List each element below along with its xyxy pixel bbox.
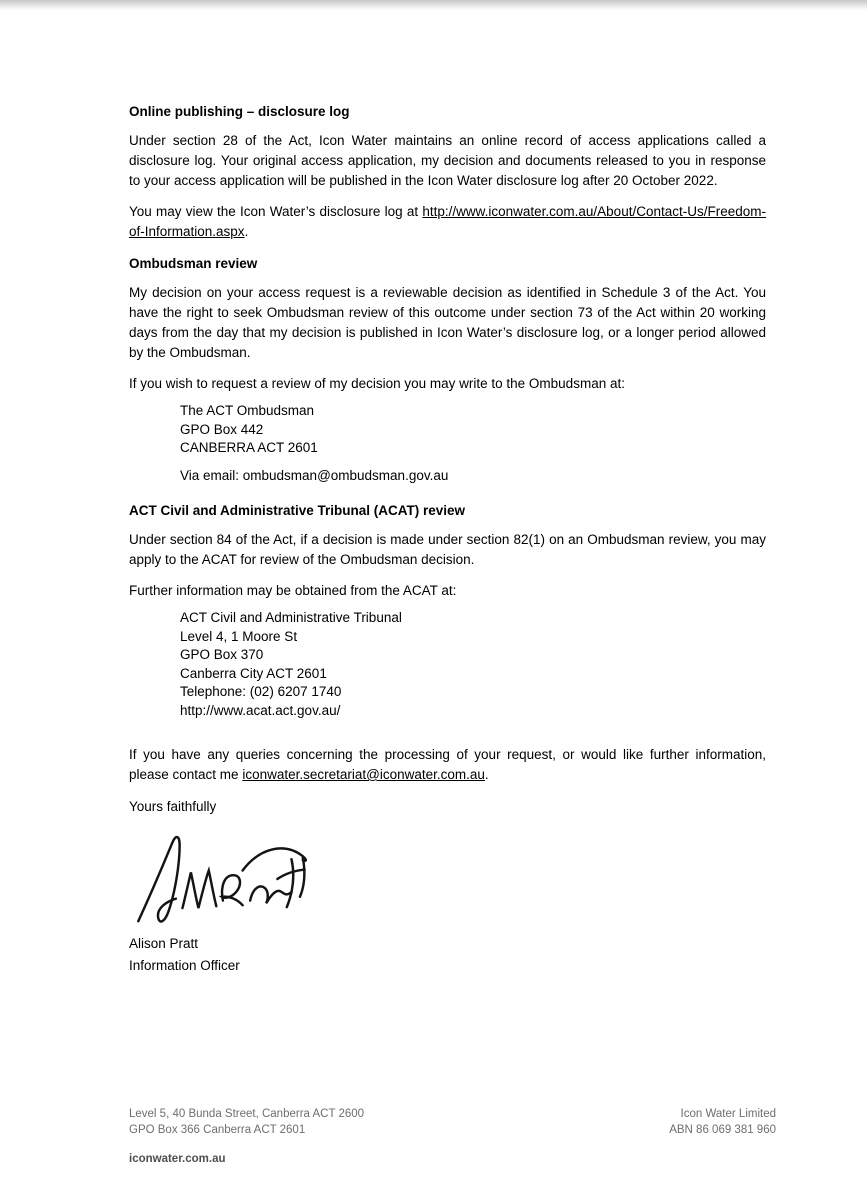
paragraph-queries-period: .	[484, 767, 489, 782]
paragraph-acat-review: Under section 84 of the Act, if a decision is made under section 82(1) on an Ombudsman review, you may apply to the ACAT for review of the Ombudsman decision.	[129, 532, 766, 567]
footer-postal-address: GPO Box 366 Canberra ACT 2601	[129, 1124, 306, 1136]
acat-address-line: ACT Civil and Administrative Tribunal	[180, 610, 402, 625]
handwritten-signature-icon	[131, 831, 311, 925]
acat-address-line: Level 4, 1 Moore St	[180, 628, 298, 644]
ombudsman-address-line: GPO Box 442	[180, 421, 264, 437]
signatory-title: Information Officer	[129, 957, 240, 973]
valediction: Yours faithfully	[129, 799, 217, 814]
acat-address-line: Telephone: (02) 6207 1740	[180, 684, 342, 699]
ombudsman-address-line: The ACT Ombudsman	[180, 403, 315, 418]
ombudsman-address-line: CANBERRA ACT 2601	[180, 440, 318, 455]
section-heading-disclosure-log: Online publishing – disclosure log	[129, 104, 350, 119]
paragraph-request-review: If you wish to request a review of my decision you may write to the Ombudsman at:	[129, 376, 625, 391]
acat-address-line: Canberra City ACT 2601	[180, 665, 327, 681]
letter-body	[129, 103, 766, 976]
footer-address	[129, 1106, 364, 1138]
section-heading-ombudsman-review: Ombudsman review	[129, 256, 258, 271]
signatory-name: Alison Pratt	[129, 936, 199, 951]
secretariat-email-link[interactable]: iconwater.secretariat@iconwater.com.au	[242, 767, 485, 782]
disclosure-log-link[interactable]: http://www.iconwater.com.au/About/Contact-Us/Freedom-of-Information.aspx	[129, 204, 766, 239]
paragraph-disclosure-log: Under section 28 of the Act, Icon Water maintains an online record of access applications called a disclosure log. Your original access application, my decision and documents released to you in response to your access application will be published in the Icon Water disclosure log after 20 October 2022.	[129, 133, 766, 188]
page-top-shadow	[0, 0, 867, 10]
signatory-block	[129, 933, 766, 976]
ombudsman-email-line: Via email: ombudsman@ombudsman.gov.au	[180, 467, 449, 483]
paragraph-view-disclosure-log-period: .	[244, 224, 249, 239]
section-heading-acat-review: ACT Civil and Administrative Tribunal (ACAT) review	[129, 503, 466, 518]
footer-company	[669, 1106, 776, 1138]
footer-company-abn: ABN 86 069 381 960	[669, 1124, 776, 1136]
paragraph-ombudsman-review: My decision on your access request is a reviewable decision as identified in Schedule 3 of the Act. You have the right to seek Ombudsman review of this outcome under section 73 of the Act within 20 working days from the day that my decision is published in Icon Water’s disclosure log, or a longer period allowed by the Ombudsman.	[129, 285, 766, 360]
footer-street-address: Level 5, 40 Bunda Street, Canberra ACT 2600	[129, 1108, 365, 1120]
footer-company-name: Icon Water Limited	[680, 1108, 776, 1120]
paragraph-queries	[129, 745, 766, 785]
acat-address-line: GPO Box 370	[180, 647, 264, 662]
ombudsman-address-block	[180, 402, 766, 458]
footer-website[interactable]: iconwater.com.au	[129, 1153, 226, 1165]
letter-footer	[129, 1106, 776, 1167]
paragraph-view-disclosure-log-text: You may view the Icon Water’s disclosure log at	[129, 204, 423, 219]
paragraph-queries-text: If you have any queries concerning the processing of your request, or would like further information, please contact me	[129, 747, 766, 782]
acat-address-block	[180, 609, 766, 720]
paragraph-view-disclosure-log	[129, 202, 766, 242]
paragraph-further-information: Further information may be obtained from the ACAT at:	[129, 583, 457, 598]
acat-website-line: http://www.acat.act.gov.au/	[180, 702, 341, 718]
